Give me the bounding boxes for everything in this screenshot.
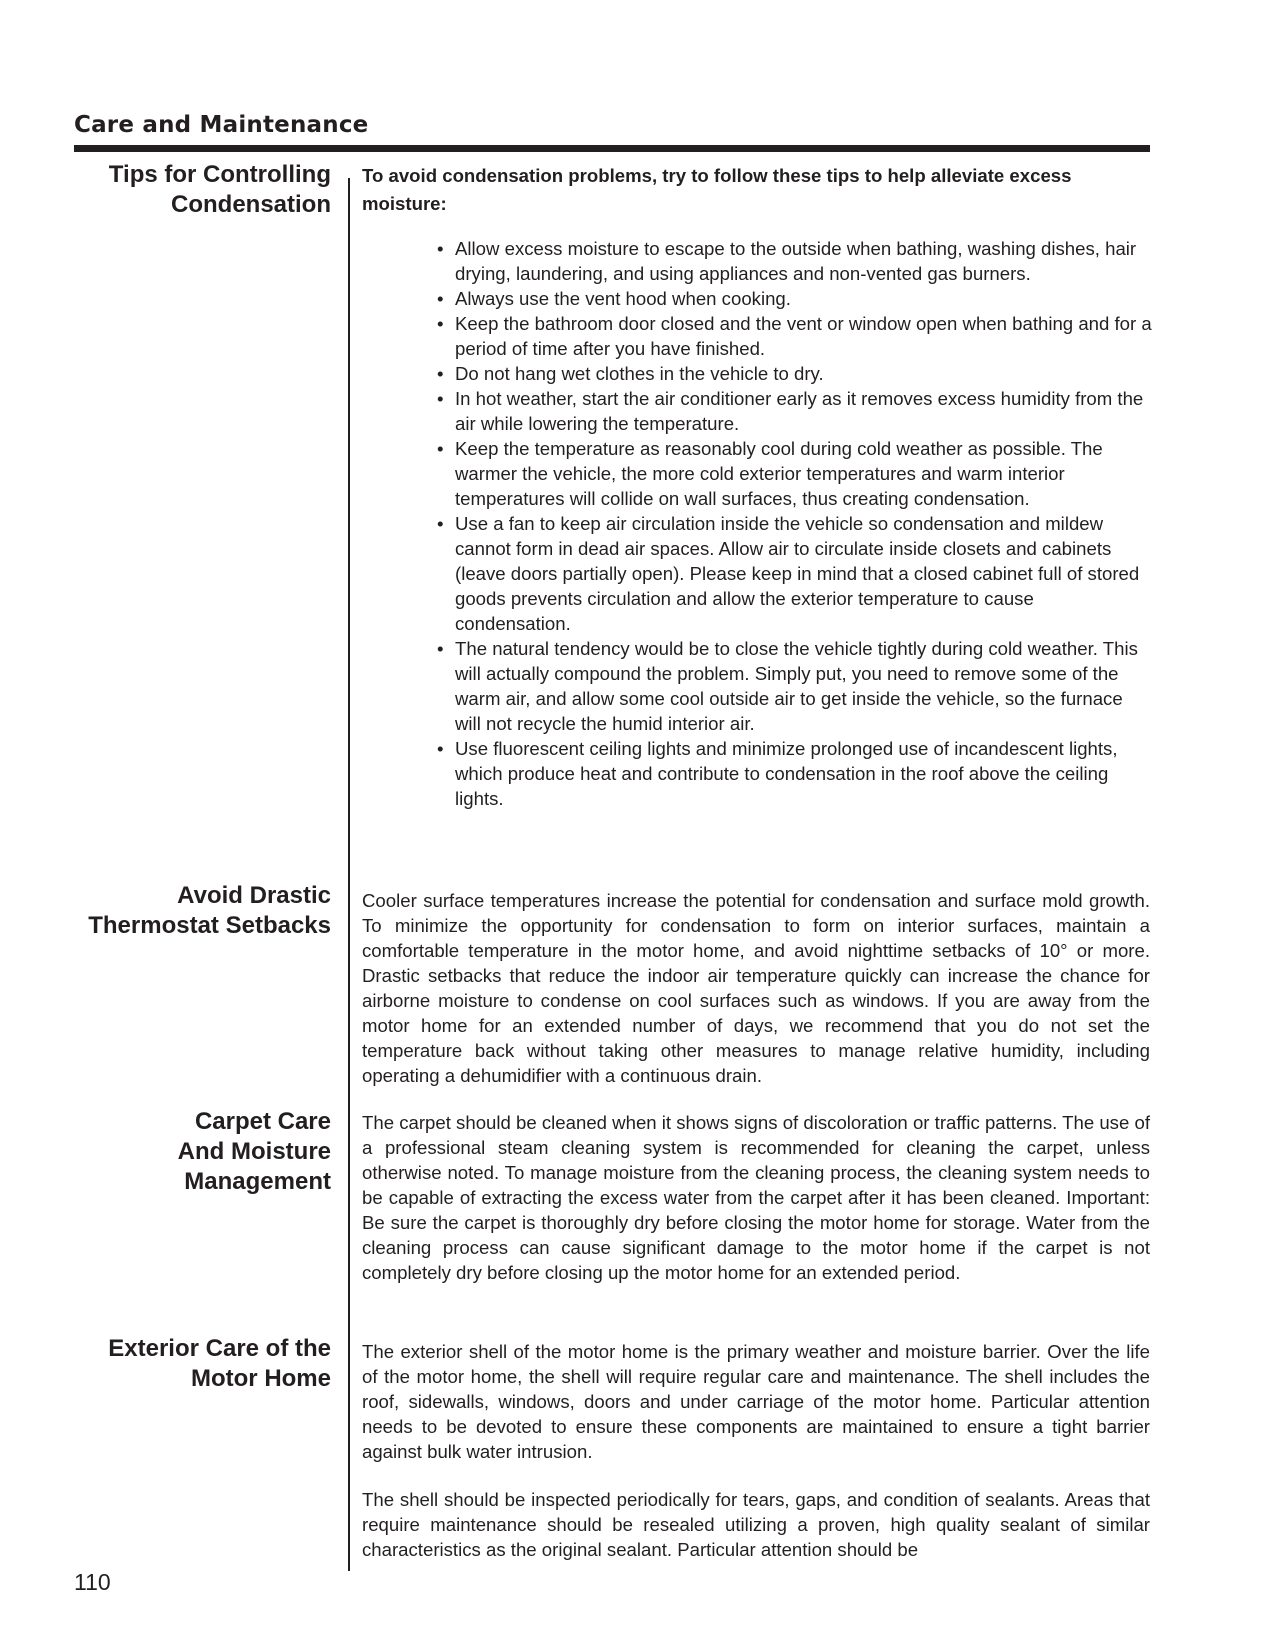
- bullet-icon: •: [437, 288, 444, 309]
- tip-text: Keep the temperature as reasonably cool during cold weather as possible. The warmer the vehicle, the more cold exterior temperatures and warm interior temperatures will collide on wall surfaces, thus creating condensation.: [455, 438, 1103, 509]
- heading-line: And Moisture: [177, 1138, 331, 1165]
- section-heading-condensation: [31, 160, 331, 220]
- tip-text: In hot weather, start the air conditioner early as it removes excess humidity from the air while lowering the temperature.: [455, 388, 1144, 434]
- column-divider: [348, 178, 350, 1571]
- bullet-icon: •: [437, 313, 444, 334]
- tip-text: Keep the bathroom door closed and the vent or window open when bathing and for a period of time after you have finished.: [455, 313, 1152, 359]
- section-heading-thermostat: [31, 881, 331, 941]
- bullet-icon: •: [437, 438, 444, 459]
- list-item: [433, 436, 1153, 511]
- heading-line: Motor Home: [191, 1365, 331, 1392]
- section-heading-exterior: [31, 1334, 331, 1394]
- tip-text: Use a fan to keep air circulation inside the vehicle so condensation and mildew cannot form in dead air spaces. Allow air to circulate inside closets and cabinets (leave doors partially open). Please keep in mind that a closed cabinet full of stored goods prevents circulation and allow the exterior temperature to cause condensation.: [455, 513, 1140, 634]
- list-item: [433, 311, 1153, 361]
- tip-text: Do not hang wet clothes in the vehicle to dry.: [455, 363, 824, 384]
- heading-line: Condensation: [171, 191, 331, 218]
- tip-text: The natural tendency would be to close the vehicle tightly during cold weather. This will actually compound the problem. Simply put, you need to remove some of the warm air, and allow some cool outside air to get inside the vehicle, so the furnace will not recycle the humid interior air.: [455, 638, 1138, 734]
- bullet-icon: •: [437, 238, 444, 259]
- list-item: [433, 736, 1153, 811]
- heading-line: Thermostat Setbacks: [88, 912, 331, 939]
- exterior-block: [362, 1339, 1150, 1464]
- exterior-body-2: The shell should be inspected periodically for tears, gaps, and condition of sealants. Areas that require maintenance should be resealed utilizing a proven, high quality sealant of similar characteristics as the original sealant. Particular attention should be: [362, 1489, 1150, 1560]
- heading-line: Avoid Drastic: [177, 882, 331, 909]
- list-item: [433, 386, 1153, 436]
- bullet-icon: •: [437, 513, 444, 534]
- list-item: [433, 236, 1153, 286]
- carpet-body: The carpet should be cleaned when it shows signs of discoloration or traffic patterns. The use of a professional steam cleaning system is recommended for cleaning the carpet, unless otherwise noted. To manage moisture from the cleaning process, the cleaning system needs to be capable of extracting the excess water from the carpet after it has been cleaned. Important: Be sure the carpet is thoroughly dry before closing the motor home for storage. Water from the cleaning process can cause significant damage to the motor home if the carpet is not completely dry before closing up the motor home for an extended period.: [362, 1112, 1150, 1283]
- exterior-block-2: [362, 1487, 1150, 1562]
- header-rule: [74, 145, 1150, 152]
- condensation-tips-list: [433, 236, 1153, 811]
- section-heading-carpet: [31, 1107, 331, 1197]
- exterior-body: The exterior shell of the motor home is the primary weather and moisture barrier. Over the life of the motor home, the shell will require regular care and maintenance. The shell includes the roof, sidewalls, windows, doors and under carriage of the motor home. Particular attention needs to be devoted to ensure these components are maintained to ensure a tight barrier against bulk water intrusion.: [362, 1341, 1150, 1462]
- bullet-icon: •: [437, 388, 444, 409]
- list-item: [433, 511, 1153, 636]
- page-title: Care and Maintenance: [74, 112, 369, 138]
- list-item: [433, 361, 1153, 386]
- bullet-icon: •: [437, 738, 444, 759]
- bullet-icon: •: [437, 363, 444, 384]
- thermostat-body: Cooler surface temperatures increase the potential for condensation and surface mold growth. To minimize the opportunity for condensation to form on interior surfaces, maintain a comfortable temperature in the motor home, and avoid nighttime setbacks of 10° or more. Drastic setbacks that reduce the indoor air temperature quickly can increase the chance for airborne moisture to condense on cool surfaces such as windows. If you are away from the motor home for an extended number of days, we recommend that you do not set the temperature back without taking other measures to manage relative humidity, including operating a dehumidifier with a continuous drain.: [362, 890, 1150, 1086]
- heading-line: Tips for Controlling: [108, 161, 331, 188]
- condensation-intro-block: [362, 162, 1150, 218]
- condensation-intro: To avoid condensation problems, try to follow these tips to help alleviate excess moisture:: [362, 165, 1072, 214]
- tip-text: Always use the vent hood when cooking.: [455, 288, 791, 309]
- bullet-icon: •: [437, 638, 444, 659]
- thermostat-block: [362, 888, 1150, 1088]
- list-item: [433, 636, 1153, 736]
- carpet-block: [362, 1110, 1150, 1285]
- list-item: [433, 286, 1153, 311]
- page-number: 110: [74, 1569, 111, 1595]
- heading-line: Management: [184, 1168, 331, 1195]
- page-header: [74, 110, 1150, 140]
- tip-text: Allow excess moisture to escape to the outside when bathing, washing dishes, hair drying, laundering, and using appliances and non-vented gas burners.: [455, 238, 1137, 284]
- heading-line: Exterior Care of the: [108, 1335, 331, 1362]
- heading-line: Carpet Care: [194, 1108, 331, 1135]
- tip-text: Use fluorescent ceiling lights and minimize prolonged use of incandescent lights, which produce heat and contribute to condensation in the roof above the ceiling lights.: [455, 738, 1118, 809]
